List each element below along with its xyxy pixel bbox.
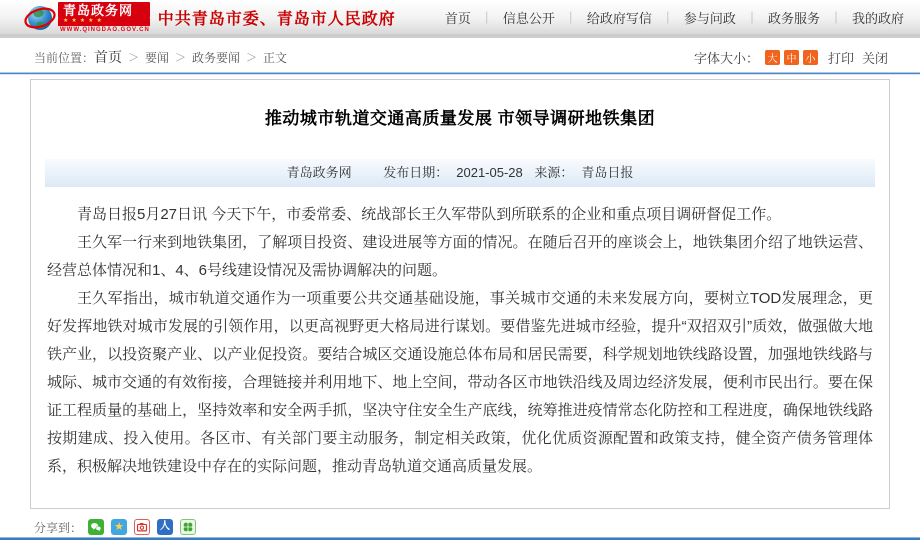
breadcrumb-current: 正文 — [263, 50, 288, 65]
wechat-bubbles-icon — [90, 521, 102, 533]
nav-separator: ｜ — [745, 10, 758, 25]
renren-share-icon[interactable] — [157, 519, 173, 535]
meta-source: 青岛日报 — [581, 165, 634, 180]
meta-source-label: 来源： — [534, 165, 574, 180]
footer-divider — [0, 537, 920, 540]
site-logo[interactable] — [24, 1, 396, 33]
share-label: 分享到： — [34, 520, 83, 535]
nav-my-gov[interactable]: 我的政府 — [851, 10, 904, 26]
logo-text-block — [58, 2, 150, 33]
site-url: WWW.QINGDAO.GOV.CN — [60, 26, 150, 33]
page-toolbar — [694, 48, 888, 67]
nav-separator: ｜ — [564, 10, 577, 25]
nav-separator: ｜ — [480, 10, 493, 25]
qzone-share-icon[interactable] — [111, 519, 127, 535]
nav-info-disclosure[interactable]: 信息公开 — [502, 10, 555, 26]
camera-icon — [136, 521, 148, 533]
breadcrumb-news[interactable]: 要闻 — [145, 50, 170, 65]
wechat-share-icon[interactable] — [88, 519, 104, 535]
clover-icon — [182, 521, 194, 533]
nav-separator: ｜ — [661, 10, 674, 25]
article-container — [30, 79, 890, 509]
breadcrumb-home[interactable]: 首页 — [94, 49, 123, 65]
breadcrumb-separator: ＞ — [246, 52, 258, 64]
share-bar — [34, 517, 920, 537]
font-size-small-button[interactable]: 小 — [803, 50, 818, 65]
nav-separator: ｜ — [829, 10, 842, 25]
font-size-label: 字体大小： — [693, 50, 759, 66]
breadcrumb-separator: ＞ — [128, 52, 140, 64]
top-nav — [443, 8, 906, 27]
site-name: 青岛政务网 — [58, 2, 150, 18]
org-title: 中共青岛市委、青岛市人民政府 — [157, 10, 396, 28]
header-divider — [0, 72, 920, 75]
weibo-share-icon[interactable] — [134, 519, 150, 535]
star-icon: ★ — [114, 520, 124, 533]
person-glyph: 人 — [160, 521, 171, 532]
article-body — [45, 187, 875, 487]
article-paragraph: 青岛日报5月27日讯 今天下午，市委常委、统战部长王久军带队到所联系的企业和重点项目调研督促工作。 — [77, 206, 782, 223]
breadcrumb-gov-news[interactable]: 政务要闻 — [192, 50, 241, 65]
breadcrumb-prefix: 当前位置： — [34, 50, 95, 65]
site-header — [0, 0, 920, 38]
logo-stars: ★★★★★ — [58, 18, 150, 26]
article-paragraph: 王久军指出，城市轨道交通作为一项重要公共交通基础设施，事关城市交通的未来发展方向，要树立TOD发展理念，更好发挥地铁对城市发展的引领作用，以更高视野更大格局进行谋划。要借鉴先进城市经验，提升“双招双引”质效，做强做大地铁产业，以投资聚产业、以产业促投资。要结合城区交通设施总体布局和居民需要，科学规划地铁线路设置，加强地铁线路与城际、城市交通的有效衔接，合理链接并利用地下、地上空间，带动各区市地铁沿线及周边经济发展，便利市民出行。要在保证工程质量的基础上，坚持效率和安全两手抓，坚决守住安全生产底线，统筹推进疫情常态化防控和工程进度，确保地铁线路按期建成、投入使用。各区市、有关部门要主动服务，制定相关政策，优化优质资源配置和政策支持，健全资产债务管理体系，积极解决地铁建设中存在的实际问题，推动青岛轨道交通高质量发展。 — [47, 290, 873, 475]
close-button[interactable]: 关闭 — [861, 50, 888, 66]
article-meta-bar — [45, 159, 875, 187]
print-button[interactable]: 打印 — [827, 50, 854, 66]
breadcrumb-separator: ＞ — [175, 52, 187, 64]
meta-site: 青岛政务网 — [286, 165, 352, 180]
article-title: 推动城市轨道交通高质量发展 市领导调研地铁集团 — [264, 109, 656, 128]
article-paragraph: 王久军一行来到地铁集团，了解项目投资、建设进展等方面的情况。在随后召开的座谈会上，地铁集团介绍了地铁运营、经营总体情况和1、4、6号线建设情况及需协调解决的问题。 — [47, 234, 873, 279]
meta-date: 2021-05-28 — [456, 165, 523, 180]
nav-write-to-gov[interactable]: 给政府写信 — [586, 10, 652, 26]
breadcrumb-bar — [0, 42, 920, 72]
nav-services[interactable]: 政务服务 — [767, 10, 820, 26]
font-size-large-button[interactable]: 大 — [765, 50, 780, 65]
meta-date-label: 发布日期： — [383, 165, 449, 180]
globe-icon — [24, 2, 56, 34]
breadcrumb — [34, 47, 287, 67]
font-size-medium-button[interactable]: 中 — [784, 50, 799, 65]
nav-participate[interactable]: 参与问政 — [683, 10, 736, 26]
clover-share-icon[interactable] — [180, 519, 196, 535]
nav-home[interactable]: 首页 — [444, 10, 471, 26]
